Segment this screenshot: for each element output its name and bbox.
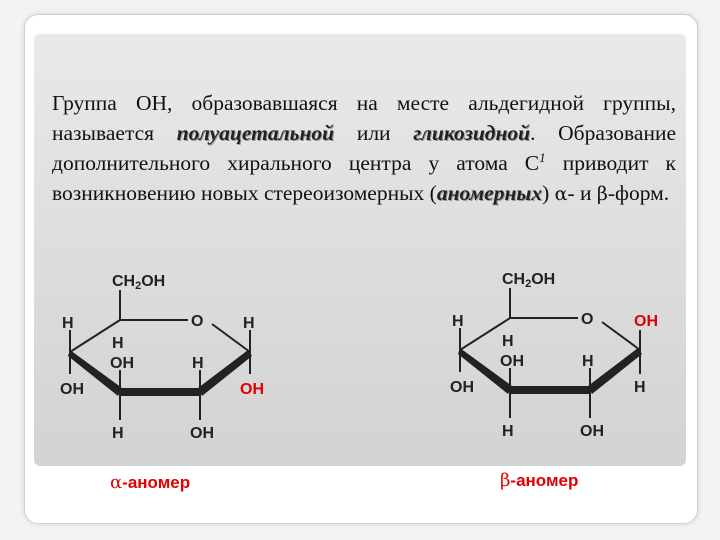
alpha-symbol: α	[554, 183, 568, 205]
text-part: -форм.	[607, 181, 670, 205]
main-paragraph	[52, 88, 676, 209]
alpha-anomer-caption	[110, 472, 190, 493]
beta-caption-label: -аномер	[510, 471, 579, 490]
text-part: приводит к возникновению новых стереоизомерных (	[52, 151, 676, 205]
beta-h-c2-top: H	[582, 353, 594, 370]
beta-oh-c3: OH	[500, 353, 524, 370]
beta-symbol: β	[596, 183, 608, 205]
beta-caption-symbol: β	[500, 470, 511, 491]
text-part: Группа ОН, образовавшаяся на месте альдегидной группы, называется	[52, 91, 676, 145]
alpha-h-c1-top: H	[243, 315, 255, 332]
alpha-h-c3-bottom: H	[112, 425, 124, 442]
alpha-ch2oh-label: CH2OH	[112, 273, 166, 292]
beta-oh-c2-bottom: OH	[580, 423, 604, 440]
alpha-ring-bonds	[70, 290, 250, 420]
beta-wedge-bottom	[510, 386, 590, 394]
beta-ring-oxygen: O	[581, 311, 594, 328]
beta-h-c3-bottom: H	[502, 423, 514, 440]
alpha-oh-c2-bottom: OH	[190, 425, 214, 442]
beta-oh-c1-anomeric: OH	[634, 313, 658, 330]
alpha-h-c2-top: H	[192, 355, 204, 372]
alpha-anomer-structure	[40, 270, 300, 450]
beta-anomer-caption	[500, 470, 578, 491]
text-part: . Образование дополнительного хирального центра у атома С	[52, 121, 676, 175]
beta-ch2oh-label: CH2OH	[502, 271, 556, 290]
alpha-h-c3-top: H	[112, 335, 124, 352]
term-anomeric: аномерных	[436, 181, 543, 205]
alpha-oh-c1-anomeric: OH	[240, 381, 264, 398]
alpha-wedge-bottom	[120, 388, 200, 396]
beta-oh-c4: OH	[450, 379, 474, 396]
term-hemiacetal: полуацетальной	[176, 121, 335, 145]
term-glycosidic: гликозидной	[413, 121, 531, 145]
beta-ring-bonds	[460, 288, 640, 418]
alpha-caption-label: -аномер	[122, 473, 191, 492]
alpha-h-c4-top: H	[62, 315, 74, 332]
alpha-oh-c4: OH	[60, 381, 84, 398]
text-part: - и	[567, 181, 597, 205]
beta-h-c1-bottom: H	[634, 379, 646, 396]
beta-h-c4-top: H	[452, 313, 464, 330]
beta-anomer-structure	[430, 270, 690, 450]
text-part: )	[542, 181, 555, 205]
beta-h-c3-top: H	[502, 333, 514, 350]
alpha-ring-oxygen: O	[191, 313, 204, 330]
alpha-oh-c3: OH	[110, 355, 134, 372]
alpha-caption-symbol: α	[110, 472, 123, 493]
text-part: или	[334, 121, 414, 145]
superscript-one: 1	[539, 149, 546, 165]
